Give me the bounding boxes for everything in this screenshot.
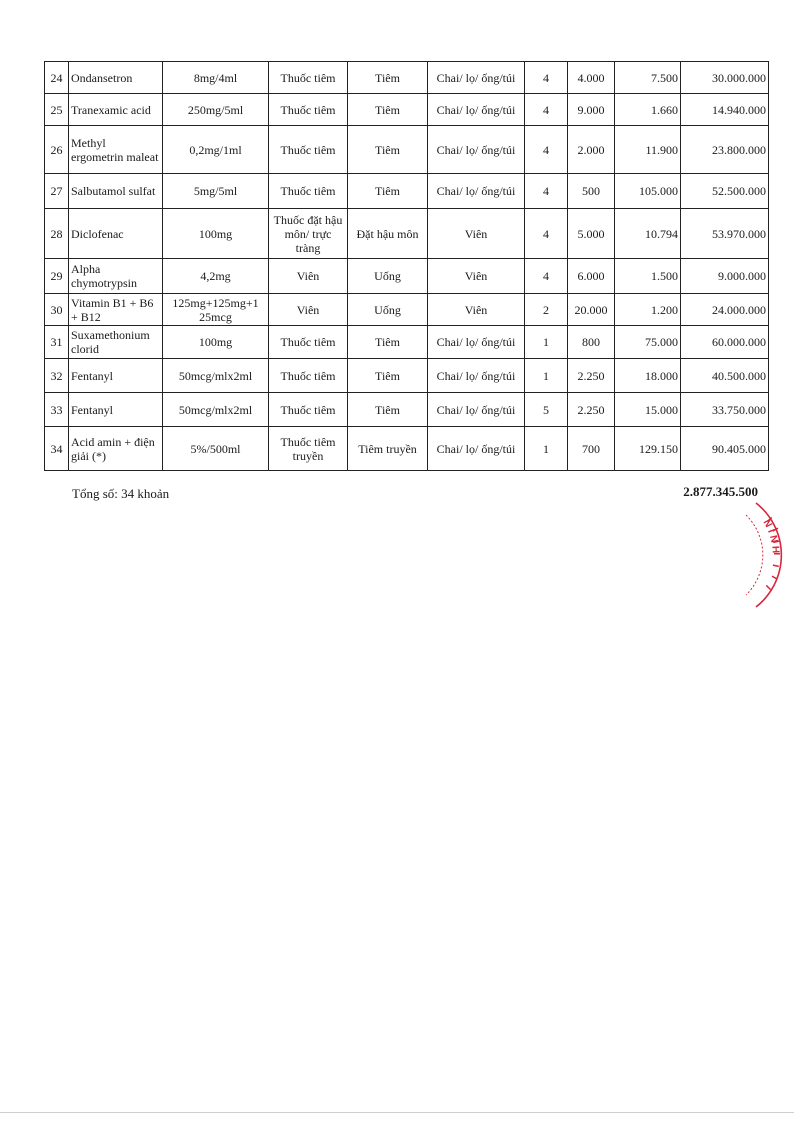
unit-price-cell: 75.000 xyxy=(615,326,681,359)
table-row xyxy=(45,294,769,326)
quantity-cell: 2.250 xyxy=(568,359,615,393)
drug-table xyxy=(44,61,769,471)
stt-cell: 24 xyxy=(45,62,69,94)
table-row xyxy=(45,259,769,294)
unit-price-cell: 129.150 xyxy=(615,427,681,471)
stt-cell: 26 xyxy=(45,126,69,174)
line-total-cell: 14.940.000 xyxy=(681,94,769,126)
route-cell: Tiêm xyxy=(348,393,428,427)
table-row xyxy=(45,94,769,126)
dosage-form-cell: Thuốc đặt hậu môn/ trực tràng xyxy=(269,209,348,259)
group-cell: 1 xyxy=(525,326,568,359)
drug-name-cell: Vitamin B1 + B6 + B12 xyxy=(69,294,163,326)
line-total-cell: 33.750.000 xyxy=(681,393,769,427)
concentration-cell: 50mcg/mlx2ml xyxy=(163,393,269,427)
quantity-cell: 2.250 xyxy=(568,393,615,427)
dosage-form-cell: Viên xyxy=(269,294,348,326)
concentration-cell: 4,2mg xyxy=(163,259,269,294)
unit-price-cell: 11.900 xyxy=(615,126,681,174)
drug-name-cell: Salbutamol sulfat xyxy=(69,174,163,209)
drug-name-cell: Acid amin + điện giải (*) xyxy=(69,427,163,471)
concentration-cell: 125mg+125mg+1 25mcg xyxy=(163,294,269,326)
stt-cell: 28 xyxy=(45,209,69,259)
route-cell: Tiêm xyxy=(348,126,428,174)
line-total-cell: 30.000.000 xyxy=(681,62,769,94)
stt-cell: 29 xyxy=(45,259,69,294)
quantity-cell: 20.000 xyxy=(568,294,615,326)
unit-price-cell: 7.500 xyxy=(615,62,681,94)
unit-cell: Viên xyxy=(428,294,525,326)
quantity-cell: 5.000 xyxy=(568,209,615,259)
stt-cell: 27 xyxy=(45,174,69,209)
dosage-form-cell: Thuốc tiêm xyxy=(269,393,348,427)
stt-cell: 30 xyxy=(45,294,69,326)
quantity-cell: 2.000 xyxy=(568,126,615,174)
line-total-cell: 90.405.000 xyxy=(681,427,769,471)
unit-cell: Chai/ lọ/ ống/túi xyxy=(428,126,525,174)
unit-price-cell: 18.000 xyxy=(615,359,681,393)
unit-cell: Chai/ lọ/ ống/túi xyxy=(428,393,525,427)
stt-cell: 34 xyxy=(45,427,69,471)
line-total-cell: 9.000.000 xyxy=(681,259,769,294)
unit-price-cell: 15.000 xyxy=(615,393,681,427)
route-cell: Đặt hậu môn xyxy=(348,209,428,259)
group-cell: 4 xyxy=(525,94,568,126)
concentration-cell: 5mg/5ml xyxy=(163,174,269,209)
unit-price-cell: 105.000 xyxy=(615,174,681,209)
stamp-seal-graphic xyxy=(742,495,794,615)
red-stamp xyxy=(742,495,794,615)
unit-price-cell: 10.794 xyxy=(615,209,681,259)
unit-cell: Chai/ lọ/ ống/túi xyxy=(428,62,525,94)
drug-name-cell: Alpha chymotrypsin xyxy=(69,259,163,294)
stt-cell: 33 xyxy=(45,393,69,427)
dosage-form-cell: Viên xyxy=(269,259,348,294)
group-cell: 2 xyxy=(525,294,568,326)
table-row xyxy=(45,359,769,393)
line-total-cell: 40.500.000 xyxy=(681,359,769,393)
route-cell: Tiêm xyxy=(348,326,428,359)
line-total-cell: 23.800.000 xyxy=(681,126,769,174)
concentration-cell: 100mg xyxy=(163,209,269,259)
group-cell: 1 xyxy=(525,359,568,393)
dosage-form-cell: Thuốc tiêm xyxy=(269,174,348,209)
unit-price-cell: 1.660 xyxy=(615,94,681,126)
stt-cell: 31 xyxy=(45,326,69,359)
drug-name-cell: Ondansetron xyxy=(69,62,163,94)
table-row xyxy=(45,126,769,174)
route-cell: Uống xyxy=(348,259,428,294)
grand-total-value: 2.877.345.500 xyxy=(683,484,758,499)
unit-cell: Chai/ lọ/ ống/túi xyxy=(428,174,525,209)
dosage-form-cell: Thuốc tiêm xyxy=(269,326,348,359)
drug-name-cell: Tranexamic acid xyxy=(69,94,163,126)
concentration-cell: 250mg/5ml xyxy=(163,94,269,126)
unit-cell: Viên xyxy=(428,209,525,259)
concentration-cell: 8mg/4ml xyxy=(163,62,269,94)
group-cell: 1 xyxy=(525,427,568,471)
quantity-cell: 4.000 xyxy=(568,62,615,94)
line-total-cell: 53.970.000 xyxy=(681,209,769,259)
quantity-cell: 6.000 xyxy=(568,259,615,294)
group-cell: 4 xyxy=(525,209,568,259)
group-cell: 5 xyxy=(525,393,568,427)
dosage-form-cell: Thuốc tiêm xyxy=(269,62,348,94)
dosage-form-cell: Thuốc tiêm xyxy=(269,359,348,393)
drug-name-cell: Suxamethonium clorid xyxy=(69,326,163,359)
dosage-form-cell: Thuốc tiêm truyền xyxy=(269,427,348,471)
unit-price-cell: 1.200 xyxy=(615,294,681,326)
dosage-form-cell: Thuốc tiêm xyxy=(269,94,348,126)
line-total-cell: 60.000.000 xyxy=(681,326,769,359)
quantity-cell: 800 xyxy=(568,326,615,359)
drug-name-cell: Diclofenac xyxy=(69,209,163,259)
route-cell: Uống xyxy=(348,294,428,326)
table-row xyxy=(45,62,769,94)
concentration-cell: 50mcg/mlx2ml xyxy=(163,359,269,393)
table-row xyxy=(45,174,769,209)
stt-cell: 32 xyxy=(45,359,69,393)
unit-cell: Chai/ lọ/ ống/túi xyxy=(428,359,525,393)
group-cell: 4 xyxy=(525,259,568,294)
route-cell: Tiêm xyxy=(348,62,428,94)
concentration-cell: 0,2mg/1ml xyxy=(163,126,269,174)
stamp-lettering: NINH xyxy=(760,517,781,557)
drug-name-cell: Methyl ergometrin maleat xyxy=(69,126,163,174)
quantity-cell: 500 xyxy=(568,174,615,209)
group-cell: 4 xyxy=(525,126,568,174)
quantity-cell: 9.000 xyxy=(568,94,615,126)
route-cell: Tiêm xyxy=(348,94,428,126)
concentration-cell: 100mg xyxy=(163,326,269,359)
route-cell: Tiêm xyxy=(348,359,428,393)
route-cell: Tiêm xyxy=(348,174,428,209)
unit-price-cell: 1.500 xyxy=(615,259,681,294)
table-row xyxy=(45,393,769,427)
group-cell: 4 xyxy=(525,174,568,209)
drug-name-cell: Fentanyl xyxy=(69,359,163,393)
route-cell: Tiêm truyền xyxy=(348,427,428,471)
total-count-label: Tổng số: 34 khoản xyxy=(72,486,170,501)
line-total-cell: 52.500.000 xyxy=(681,174,769,209)
quantity-cell: 700 xyxy=(568,427,615,471)
table-row xyxy=(45,427,769,471)
unit-cell: Chai/ lọ/ ống/túi xyxy=(428,94,525,126)
dosage-form-cell: Thuốc tiêm xyxy=(269,126,348,174)
table-row xyxy=(45,209,769,259)
drug-name-cell: Fentanyl xyxy=(69,393,163,427)
table-row xyxy=(45,326,769,359)
unit-cell: Chai/ lọ/ ống/túi xyxy=(428,427,525,471)
drug-table-body xyxy=(45,62,769,471)
group-cell: 4 xyxy=(525,62,568,94)
unit-cell: Viên xyxy=(428,259,525,294)
bottom-scan-line xyxy=(0,1112,794,1113)
line-total-cell: 24.000.000 xyxy=(681,294,769,326)
unit-cell: Chai/ lọ/ ống/túi xyxy=(428,326,525,359)
concentration-cell: 5%/500ml xyxy=(163,427,269,471)
stt-cell: 25 xyxy=(45,94,69,126)
